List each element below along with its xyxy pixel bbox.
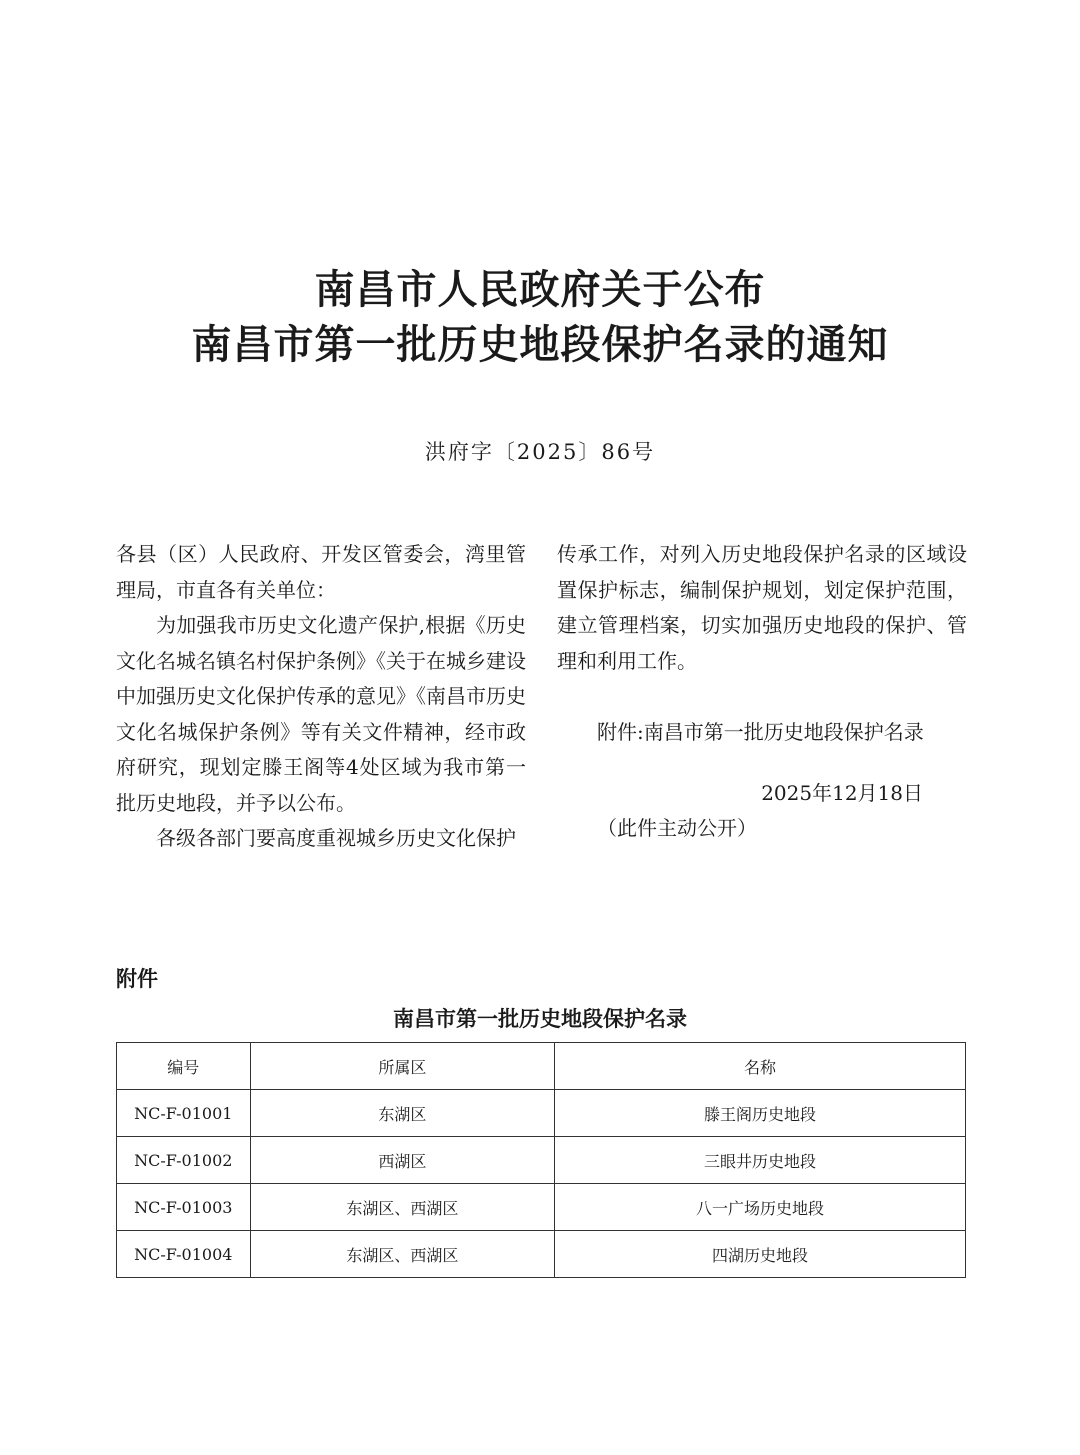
table-row xyxy=(117,1090,966,1137)
annex-label: 附件 xyxy=(116,967,158,991)
publicity-note: （此件主动公开） xyxy=(597,816,757,840)
document-number: 洪府字〔2025〕86号 xyxy=(424,440,656,464)
paragraph-2-continued: 传承工作，对列入历史地段保护名录的区域设置保护标志，编制保护规划，划定保护范围，建立管理档案，切实加强历史地段的保护、管理和利用工作。 xyxy=(557,542,967,673)
column-header-name: 名称 xyxy=(555,1043,966,1090)
cell-name: 三眼井历史地段 xyxy=(555,1137,966,1184)
cell-number: NC-F-01002 xyxy=(117,1137,251,1184)
cell-district: 东湖区、西湖区 xyxy=(250,1184,555,1231)
cell-number: NC-F-01003 xyxy=(117,1184,251,1231)
body-column-left xyxy=(116,537,526,857)
title-line-2: 南昌市第一批历史地段保护名录的通知 xyxy=(191,321,889,368)
cell-district: 东湖区、西湖区 xyxy=(250,1231,555,1278)
historic-district-table xyxy=(116,1042,966,1278)
paragraph-2: 各级各部门要高度重视城乡历史文化保护 xyxy=(156,826,516,850)
cell-name: 八一广场历史地段 xyxy=(555,1184,966,1231)
cell-name: 滕王阁历史地段 xyxy=(555,1090,966,1137)
body-column-right xyxy=(557,537,967,847)
table-row xyxy=(117,1137,966,1184)
table-row xyxy=(117,1231,966,1278)
salutation: 各县（区）人民政府、开发区管委会，湾里管理局，市直各有关单位： xyxy=(116,542,526,602)
attachment-note: 附件:南昌市第一批历史地段保护名录 xyxy=(597,720,924,744)
column-header-number: 编号 xyxy=(117,1043,251,1090)
cell-district: 西湖区 xyxy=(250,1137,555,1184)
table-header-row xyxy=(117,1043,966,1090)
title-line-1: 南昌市人民政府关于公布 xyxy=(314,266,766,313)
cell-name: 四湖历史地段 xyxy=(555,1231,966,1278)
cell-district: 东湖区 xyxy=(250,1090,555,1137)
document-title xyxy=(0,262,1080,372)
annex-table-title: 南昌市第一批历史地段保护名录 xyxy=(393,1007,687,1031)
table-row xyxy=(117,1184,966,1231)
cell-number: NC-F-01001 xyxy=(117,1090,251,1137)
column-header-district: 所属区 xyxy=(250,1043,555,1090)
cell-number: NC-F-01004 xyxy=(117,1231,251,1278)
paragraph-1: 为加强我市历史文化遗产保护,根据《历史文化名城名镇名村保护条例》《关于在城乡建设中加强历史文化保护传承的意见》《南昌市历史文化名城保护条例》等有关文件精神，经市政府研究，现划定滕王阁等4处区域为我市第一批历史地段，并予以公布。 xyxy=(116,613,526,815)
issue-date: 2025年12月18日 xyxy=(761,780,923,805)
